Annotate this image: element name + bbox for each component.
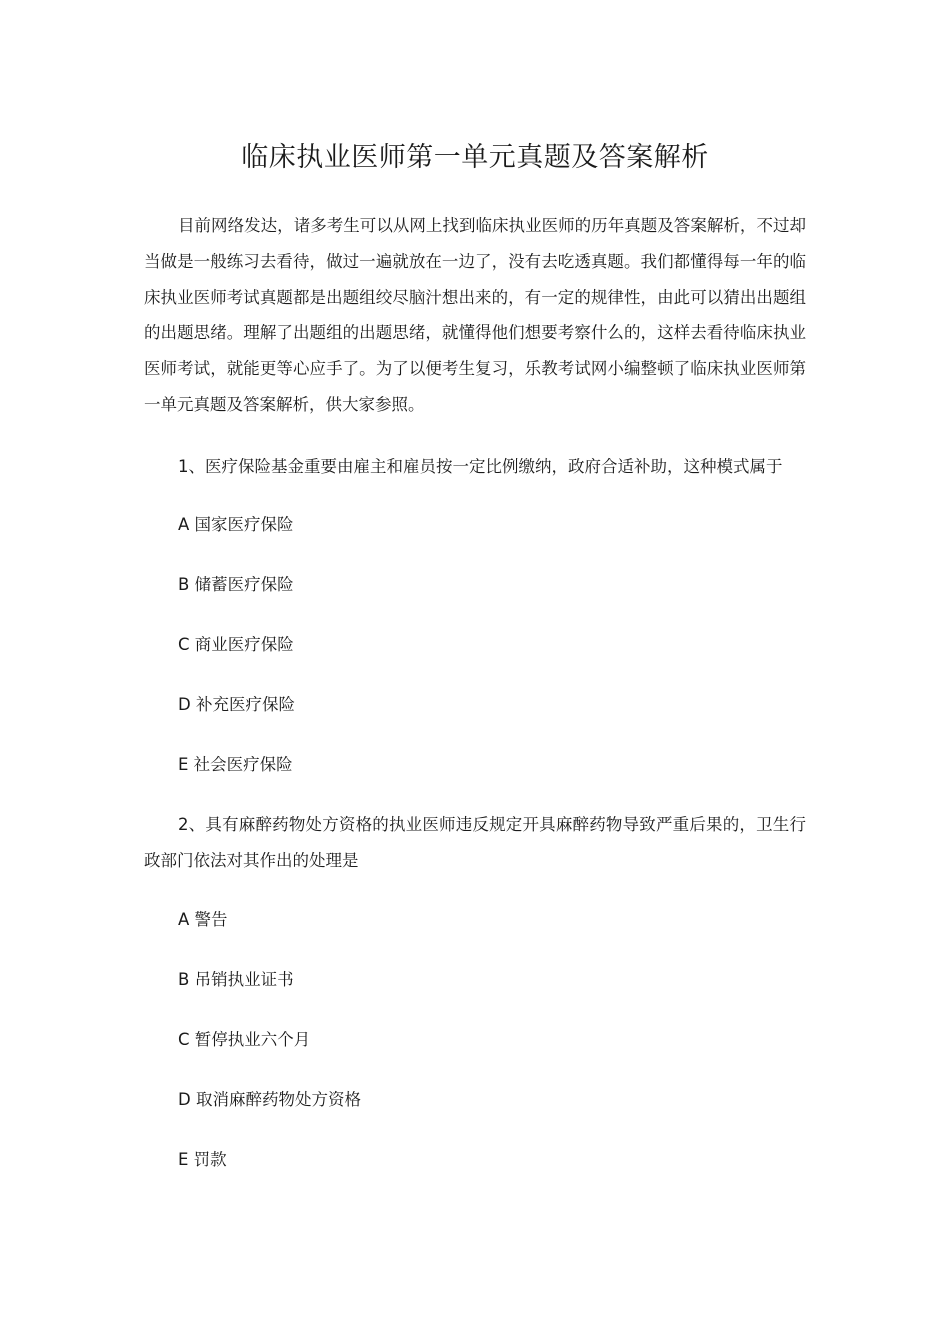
question-2-option-d: D 取消麻醉药物处方资格	[178, 1090, 361, 1109]
question-2-option-c: C 暂停执业六个月	[178, 1030, 311, 1049]
question-1-option-b: B 储蓄医疗保险	[178, 575, 294, 594]
question-2-stem: 2、具有麻醉药物处方资格的执业医师违反规定开具麻醉药物导致严重后果的，卫生行政部门依法对其作出的处理是	[144, 815, 806, 870]
question-1-option-a: A 国家医疗保险	[178, 515, 294, 534]
question-1-option-e: E 社会医疗保险	[178, 755, 293, 774]
question-2-option-b: B 吊销执业证书	[178, 970, 294, 989]
document-title: 临床执业医师第一单元真题及答案解析	[241, 142, 709, 173]
question-1-stem: 1、医疗保险基金重要由雇主和雇员按一定比例缴纳，政府合适补助，这种模式属于	[178, 457, 783, 476]
question-1-option-d: D 补充医疗保险	[178, 695, 295, 714]
question-1-option-c: C 商业医疗保险	[178, 635, 294, 654]
question-2-option-a: A 警告	[178, 910, 228, 929]
intro-paragraph: 目前网络发达，诸多考生可以从网上找到临床执业医师的历年真题及答案解析，不过却当做是一般练习去看待，做过一遍就放在一边了，没有去吃透真题。我们都懂得每一年的临床执业医师考试真题都是出题组绞尽脑汁想出来的，有一定的规律性，由此可以猜出出题组的出题思绪。理解了出题组的出题思绪，就懂得他们想要考察什么的，这样去看待临床执业医师考试，就能更等心应手了。为了以便考生复习，乐教考试网小编整顿了临床执业医师第一单元真题及答案解析，供大家参照。	[144, 216, 806, 414]
question-2-option-e: E 罚款	[178, 1150, 227, 1169]
